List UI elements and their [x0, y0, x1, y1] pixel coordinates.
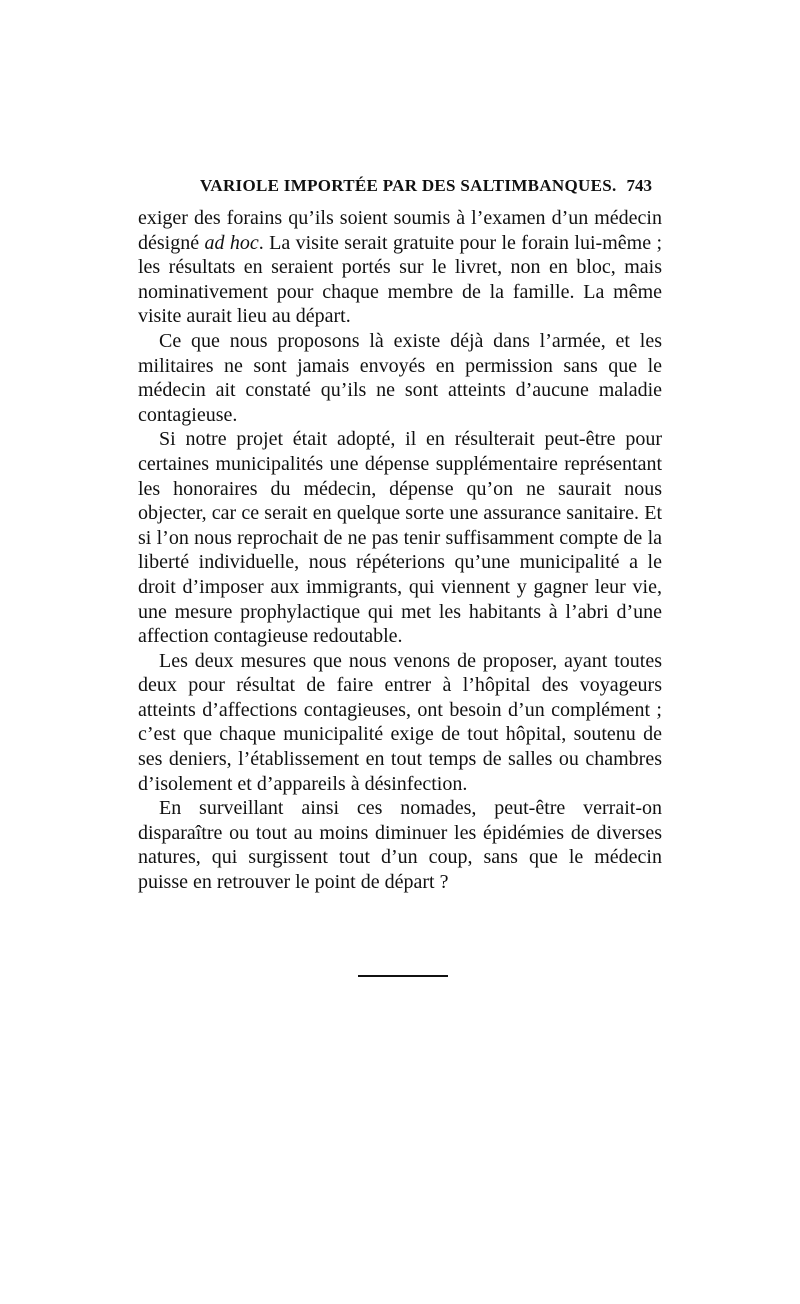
running-title: VARIOLE IMPORTÉE PAR DES SALTIMBANQUES. — [200, 176, 617, 195]
running-header — [200, 176, 652, 200]
paragraph-1-text-before: exiger des forains qu’ils soient soumis à l’examen d’un médecin désigné — [138, 207, 662, 254]
paragraph-3: Si notre projet était adopté, il en résulterait peut-être pour certaines municipalités une dépense supplémentaire représentant les honoraires du médecin, dépense qu’on ne saurait nous objecter, car ce serait en quelque sorte une assurance sanitaire. Et si l’on nous reprochait de ne pas tenir suffisamment compte de la liberté individuelle, nous répéterions qu’une municipalité a le droit d’imposer aux immigrants, qui viennent y gagner leur vie, une mesure prophylactique qui met les habitants à l’abri d’une affection contagieuse redoutable. — [138, 428, 662, 648]
paragraph-5: En surveillant ainsi ces nomades, peut-être verrait-on disparaître ou tout au moins diminuer les épidémies de diverses natures, qui surgissent tout d’un coup, sans que le médecin puisse en retrouver le point de départ ? — [138, 797, 662, 894]
paragraph-1-text-after: . La visite serait gratuite pour le forain lui-même ; les résultats en seraient portés sur le livret, non en bloc, mais nominativement pour chaque membre de la famille. La même visite aurait lieu au départ. — [138, 231, 663, 328]
paragraph-2: Ce que nous proposons là existe déjà dans l’armée, et les militaires ne sont jamais envoyés en permission sans que le médecin ait constaté qu’ils ne sont atteints d’aucune maladie contagieuse. — [138, 329, 662, 426]
section-end-rule — [358, 975, 448, 977]
paragraph-4: Les deux mesures que nous venons de proposer, ayant toutes deux pour résultat de faire entrer à l’hôpital des voyageurs atteints d’affections contagieuses, ont besoin d’un complément ; c’est que chaque municipalité exige de tout hôpital, soutenu de ses deniers, l’établissement en tout temps de salles ou chambres d’isolement et d’appareils à désinfection. — [138, 649, 662, 795]
paragraph-1-italic-term: ad hoc — [204, 231, 259, 254]
page-number: 743 — [626, 176, 652, 195]
body-text — [138, 206, 662, 895]
paragraph-1 — [138, 206, 662, 329]
